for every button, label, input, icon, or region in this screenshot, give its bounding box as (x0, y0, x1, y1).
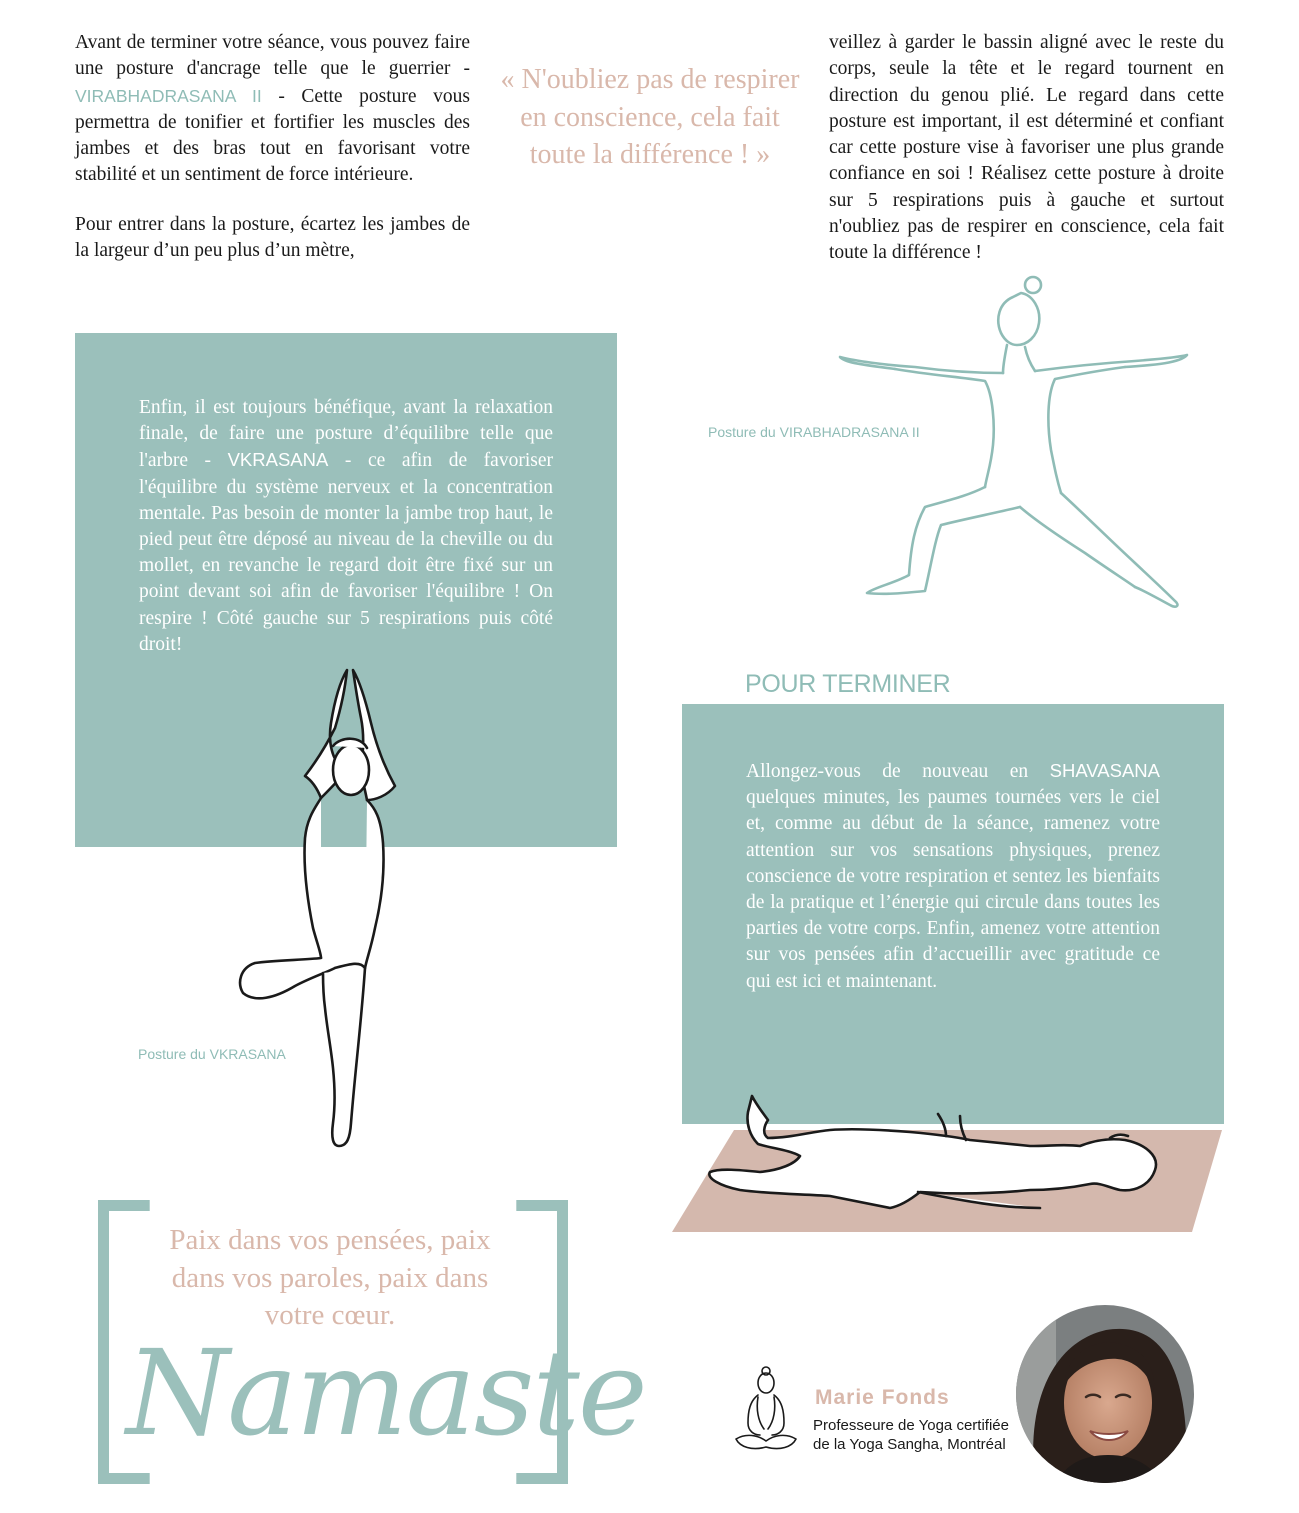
right-column-paragraph: veillez à garder le bassin aligné avec le reste du corps, seule la tête et le regard tournent en direction du genou plié. Le regard dans cette posture est important, il est déterminé et confiant car cette posture vise à favoriser une plus grande confiance en soi ! Réalisez cette posture à droite sur 5 respirations puis à gauche et surtout n'oubliez pas de respirer en conscience, cela fait toute la différence ! (829, 32, 1224, 264)
author-photo (1016, 1305, 1194, 1483)
intro-paragraph-1 (75, 30, 470, 189)
shavasana-text-continued: quelques minutes, les paumes tournées vers le ciel et, comme au début de la séance, ramenez votre attention sur vos sensations physiques, prenez conscience de votre respiration et sentez les bienfaits de la pratique et l’énergie qui circule dans toutes les parties de votre corps. Enfin, amenez votre attention sur vos pensées afin d’accueillir avec gratitude ce qui est ici et maintenant. (746, 787, 1160, 992)
author-role-line-1: Professeure de Yoga certifiée (813, 1417, 1009, 1434)
meditation-icon (732, 1365, 800, 1455)
pose-name-vkrasana: VKRASANA (227, 449, 329, 471)
tree-pose-text (139, 395, 553, 658)
namaste-script: Namaste (126, 1324, 646, 1462)
author-name: Marie Fonds (815, 1386, 950, 1409)
peace-quote: Paix dans vos pensées, paix dans vos paroles, paix dans votre cœur. (169, 1224, 491, 1331)
section-heading: POUR TERMINER (745, 670, 951, 698)
pull-quote: « N'oubliez pas de respirer en conscience, cela fait toute la différence ! » (500, 64, 800, 170)
shavasana-illustration (670, 1090, 1230, 1235)
pose-name-virabhadrasana: VIRABHADRASANA II (75, 85, 262, 106)
shavasana-text-start: Allongez-vous de nouveau en (746, 761, 1050, 782)
author-role-line-2: de la Yoga Sangha, Montréal (813, 1436, 1006, 1453)
tree-text-continued: - ce afin de favoriser l'équilibre du système nerveux et la concentration mentale. Pas besoin de monter la jambe trop haut, le pied peut être déposé au niveau de la cheville ou du mollet, en revanche le regard doit être fixé sur un point devant soi afin de favoriser l'équilibre ! On respire ! Côté gauche sur 5 respirations puis côté droit! (139, 450, 553, 655)
tree-text: Enfin, il est toujours bénéfique, avant la relaxation finale, de faire une posture d’équilibre telle que l'arbre - (139, 397, 553, 472)
warrior-caption: Posture du VIRABHADRASANA II (708, 424, 920, 440)
pose-name-shavasana: SHAVASANA (1049, 760, 1160, 781)
warrior-pose-illustration (835, 275, 1195, 610)
shavasana-text (746, 758, 1160, 995)
author-role (813, 1416, 1009, 1454)
tree-caption: Posture du VKRASANA (138, 1046, 286, 1062)
intro-text-continued: - Cette posture vous permettra de tonifier et fortifier les muscles des jambes et des bras tout en favorisant votre stabilité et un sentiment de force intérieure. (75, 85, 470, 186)
intro-paragraph-2: Pour entrer dans la posture, écartez les jambes de la largeur d’un peu plus d’un mètre, (75, 214, 470, 262)
tree-pose-illustration (235, 668, 405, 1150)
intro-text: Avant de terminer votre séance, vous pouvez faire une posture d'ancrage telle que le guerrier - (75, 32, 470, 80)
